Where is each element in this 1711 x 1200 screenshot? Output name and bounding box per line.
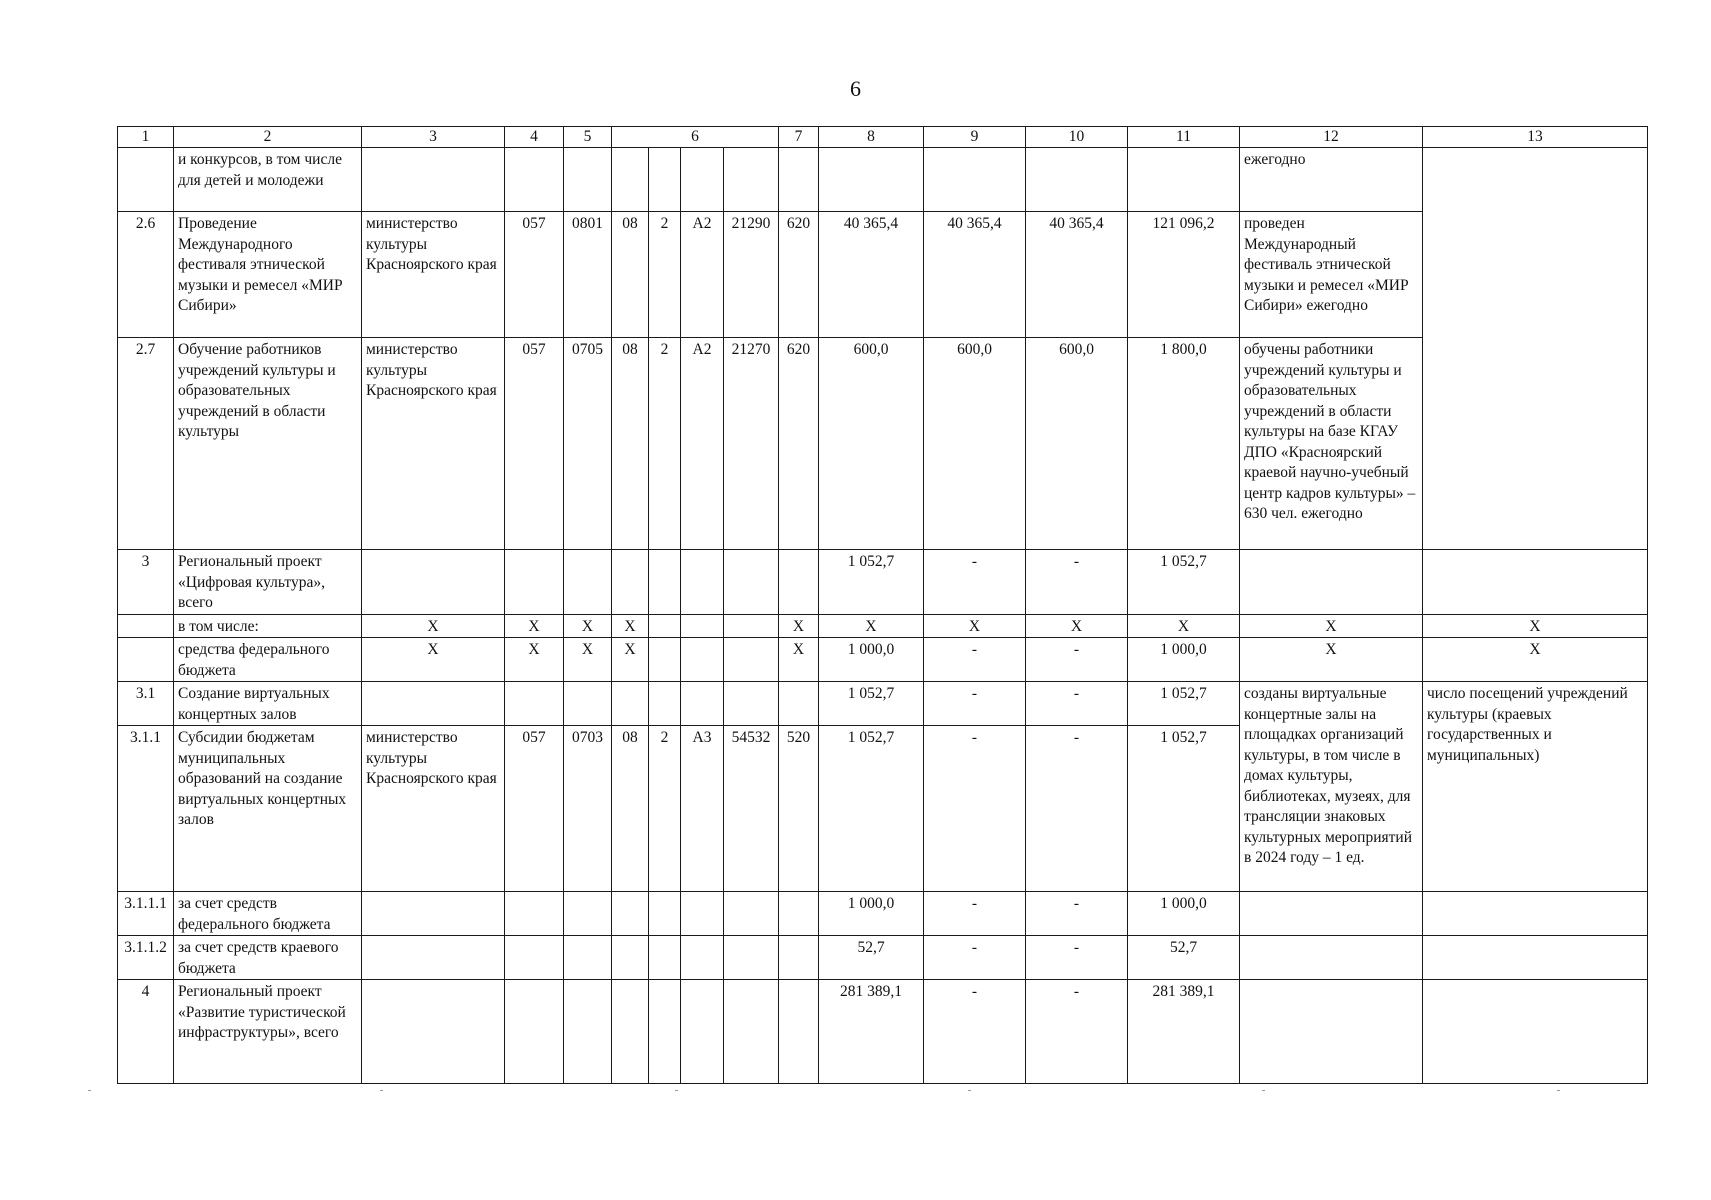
row-csr-sub: 2 bbox=[649, 338, 681, 550]
row-number: 3.1.1 bbox=[118, 726, 174, 892]
row-activity-name: в том числе: bbox=[174, 614, 362, 638]
row-amount-year2: - bbox=[924, 638, 1026, 682]
row-csr-program: 08 bbox=[612, 726, 649, 892]
row-x-mark: Х bbox=[1128, 614, 1240, 638]
row-csr-project: А2 bbox=[681, 338, 724, 550]
table-row bbox=[118, 936, 1648, 980]
row-number: 3 bbox=[118, 550, 174, 615]
row-x-mark: Х bbox=[1423, 614, 1648, 638]
row-amount-total: 1 052,7 bbox=[1128, 682, 1240, 726]
row-x-mark: Х bbox=[819, 614, 924, 638]
row-csr-code: 54532 bbox=[724, 726, 779, 892]
program-activities-table bbox=[117, 126, 1648, 1084]
row-amount-year2: - bbox=[924, 550, 1026, 615]
row-activity-name: Обучение работников учреждений культуры и образовательных учреждений в области культуры bbox=[174, 338, 362, 550]
col-num-11: 11 bbox=[1128, 127, 1240, 148]
row-activity-name: Субсидии бюджетам муниципальных образований на создание виртуальных концертных залов bbox=[174, 726, 362, 892]
row-activity-name: Проведение Международного фестиваля этнической музыки и ремесел «МИР Сибири» bbox=[174, 212, 362, 338]
row-amount-year3: - bbox=[1026, 550, 1128, 615]
row-amount-year1: 1 052,7 bbox=[819, 682, 924, 726]
row-vr: 620 bbox=[779, 338, 819, 550]
row-amount-year1: 1 000,0 bbox=[819, 892, 924, 936]
row-amount-total: 1 052,7 bbox=[1128, 726, 1240, 892]
table-row bbox=[118, 148, 1648, 212]
row-x-mark: Х bbox=[779, 638, 819, 682]
row-number: 3.1.1.2 bbox=[118, 936, 174, 980]
row-indicator: число посещений учреждений культуры (краевых государственных и муниципальных) bbox=[1423, 682, 1648, 892]
row-amount-total: 1 800,0 bbox=[1128, 338, 1240, 550]
scan-edge-marks bbox=[0, 1090, 1711, 1092]
table-row bbox=[118, 980, 1648, 1084]
row-amount-total: 1 000,0 bbox=[1128, 638, 1240, 682]
row-number: 2.7 bbox=[118, 338, 174, 550]
row-amount-year3: - bbox=[1026, 638, 1128, 682]
row-activity-name: Региональный проект «Цифровая культура», всего bbox=[174, 550, 362, 615]
row-activity-name: Региональный проект «Развитие туристической инфраструктуры», всего bbox=[174, 980, 362, 1084]
row-x-mark: Х bbox=[1240, 638, 1423, 682]
row-amount-total: 1 052,7 bbox=[1128, 550, 1240, 615]
row-x-mark: Х bbox=[612, 638, 649, 682]
row-amount-year1: 600,0 bbox=[819, 338, 924, 550]
col-num-10: 10 bbox=[1026, 127, 1128, 148]
row-amount-total: 1 000,0 bbox=[1128, 892, 1240, 936]
column-number-row bbox=[118, 127, 1648, 148]
row-rzpr: 0801 bbox=[564, 212, 612, 338]
col-num-12: 12 bbox=[1240, 127, 1423, 148]
table-row bbox=[118, 614, 1648, 638]
row-result: ежегодно bbox=[1240, 148, 1423, 212]
row-x-mark: Х bbox=[505, 614, 564, 638]
row-result: проведен Международный фестиваль этнической музыки и ремесел «МИР Сибири» ежегодно bbox=[1240, 212, 1423, 338]
col-num-13: 13 bbox=[1423, 127, 1648, 148]
row-x-mark: Х bbox=[1026, 614, 1128, 638]
row-amount-year1: 52,7 bbox=[819, 936, 924, 980]
row-x-mark: Х bbox=[612, 614, 649, 638]
row-amount-year2: 600,0 bbox=[924, 338, 1026, 550]
row-csr-code: 21290 bbox=[724, 212, 779, 338]
row-result: обучены работники учреждений культуры и образовательных учреждений в области культуры на базе КГАУ ДПО «Красноярский краевой научно-учебный центр кадров культуры» – 630 чел. ежегодно bbox=[1240, 338, 1423, 550]
table-row bbox=[118, 550, 1648, 615]
row-amount-year3: - bbox=[1026, 936, 1128, 980]
row-x-mark: Х bbox=[779, 614, 819, 638]
row-activity-name: средства федерального бюджета bbox=[174, 638, 362, 682]
row-rzpr: 0703 bbox=[564, 726, 612, 892]
row-result: созданы виртуальные концертные залы на площадках организаций культуры, в том числе в домах культуры, библиотеках, музеях, для трансляции знаковых культурных мероприятий в 2024 году – 1 ед. bbox=[1240, 682, 1423, 892]
row-amount-year2: - bbox=[924, 726, 1026, 892]
row-amount-year2: - bbox=[924, 892, 1026, 936]
row-amount-year1: 1 052,7 bbox=[819, 726, 924, 892]
row-x-mark: Х bbox=[505, 638, 564, 682]
row-activity-name: за счет средств краевого бюджета bbox=[174, 936, 362, 980]
row-amount-year2: - bbox=[924, 682, 1026, 726]
row-amount-year1: 1 000,0 bbox=[819, 638, 924, 682]
col-num-1: 1 bbox=[118, 127, 174, 148]
row-rzpr: 0705 bbox=[564, 338, 612, 550]
row-number: 3.1.1.1 bbox=[118, 892, 174, 936]
row-administrator: министерство культуры Красноярского края bbox=[362, 338, 505, 550]
row-amount-year2: - bbox=[924, 936, 1026, 980]
row-amount-total: 52,7 bbox=[1128, 936, 1240, 980]
row-x-mark: Х bbox=[564, 614, 612, 638]
col-num-4: 4 bbox=[505, 127, 564, 148]
row-amount-year2: 40 365,4 bbox=[924, 212, 1026, 338]
table-row bbox=[118, 638, 1648, 682]
row-administrator: министерство культуры Красноярского края bbox=[362, 726, 505, 892]
row-activity-name: за счет средств федерального бюджета bbox=[174, 892, 362, 936]
row-amount-year3: - bbox=[1026, 682, 1128, 726]
row-amount-year3: - bbox=[1026, 980, 1128, 1084]
row-grbs: 057 bbox=[505, 726, 564, 892]
col-num-5: 5 bbox=[564, 127, 612, 148]
col-num-8: 8 bbox=[819, 127, 924, 148]
table-row bbox=[118, 892, 1648, 936]
row-x-mark: Х bbox=[1423, 638, 1648, 682]
row-grbs: 057 bbox=[505, 338, 564, 550]
row-csr-project: А3 bbox=[681, 726, 724, 892]
row-activity-name: Создание виртуальных концертных залов bbox=[174, 682, 362, 726]
row-number: 3.1 bbox=[118, 682, 174, 726]
row-x-mark: Х bbox=[1240, 614, 1423, 638]
row-amount-year1: 1 052,7 bbox=[819, 550, 924, 615]
row-number: 4 bbox=[118, 980, 174, 1084]
row-activity-name: и конкурсов, в том числе для детей и молодежи bbox=[174, 148, 362, 212]
table-row bbox=[118, 338, 1648, 550]
row-amount-total: 121 096,2 bbox=[1128, 212, 1240, 338]
row-x-mark: Х bbox=[564, 638, 612, 682]
row-csr-program: 08 bbox=[612, 212, 649, 338]
row-x-mark: Х bbox=[924, 614, 1026, 638]
row-amount-year3: 40 365,4 bbox=[1026, 212, 1128, 338]
page-number: 6 bbox=[850, 76, 861, 101]
row-csr-project: А2 bbox=[681, 212, 724, 338]
row-administrator: министерство культуры Красноярского края bbox=[362, 212, 505, 338]
row-vr: 520 bbox=[779, 726, 819, 892]
row-amount-year3: - bbox=[1026, 892, 1128, 936]
row-number: 2.6 bbox=[118, 212, 174, 338]
col-num-6: 6 bbox=[612, 127, 779, 148]
col-num-2: 2 bbox=[174, 127, 362, 148]
row-x-mark: Х bbox=[362, 638, 505, 682]
row-amount-year1: 40 365,4 bbox=[819, 212, 924, 338]
row-amount-year3: 600,0 bbox=[1026, 338, 1128, 550]
row-csr-sub: 2 bbox=[649, 726, 681, 892]
row-amount-year2: - bbox=[924, 980, 1026, 1084]
row-grbs: 057 bbox=[505, 212, 564, 338]
col-num-7: 7 bbox=[779, 127, 819, 148]
row-csr-sub: 2 bbox=[649, 212, 681, 338]
table-row bbox=[118, 212, 1648, 338]
row-csr-program: 08 bbox=[612, 338, 649, 550]
row-vr: 620 bbox=[779, 212, 819, 338]
row-amount-total: 281 389,1 bbox=[1128, 980, 1240, 1084]
row-x-mark: Х bbox=[362, 614, 505, 638]
row-amount-year3: - bbox=[1026, 726, 1128, 892]
col-num-3: 3 bbox=[362, 127, 505, 148]
col-num-9: 9 bbox=[924, 127, 1026, 148]
row-amount-year1: 281 389,1 bbox=[819, 980, 924, 1084]
table-row bbox=[118, 682, 1648, 726]
row-csr-code: 21270 bbox=[724, 338, 779, 550]
